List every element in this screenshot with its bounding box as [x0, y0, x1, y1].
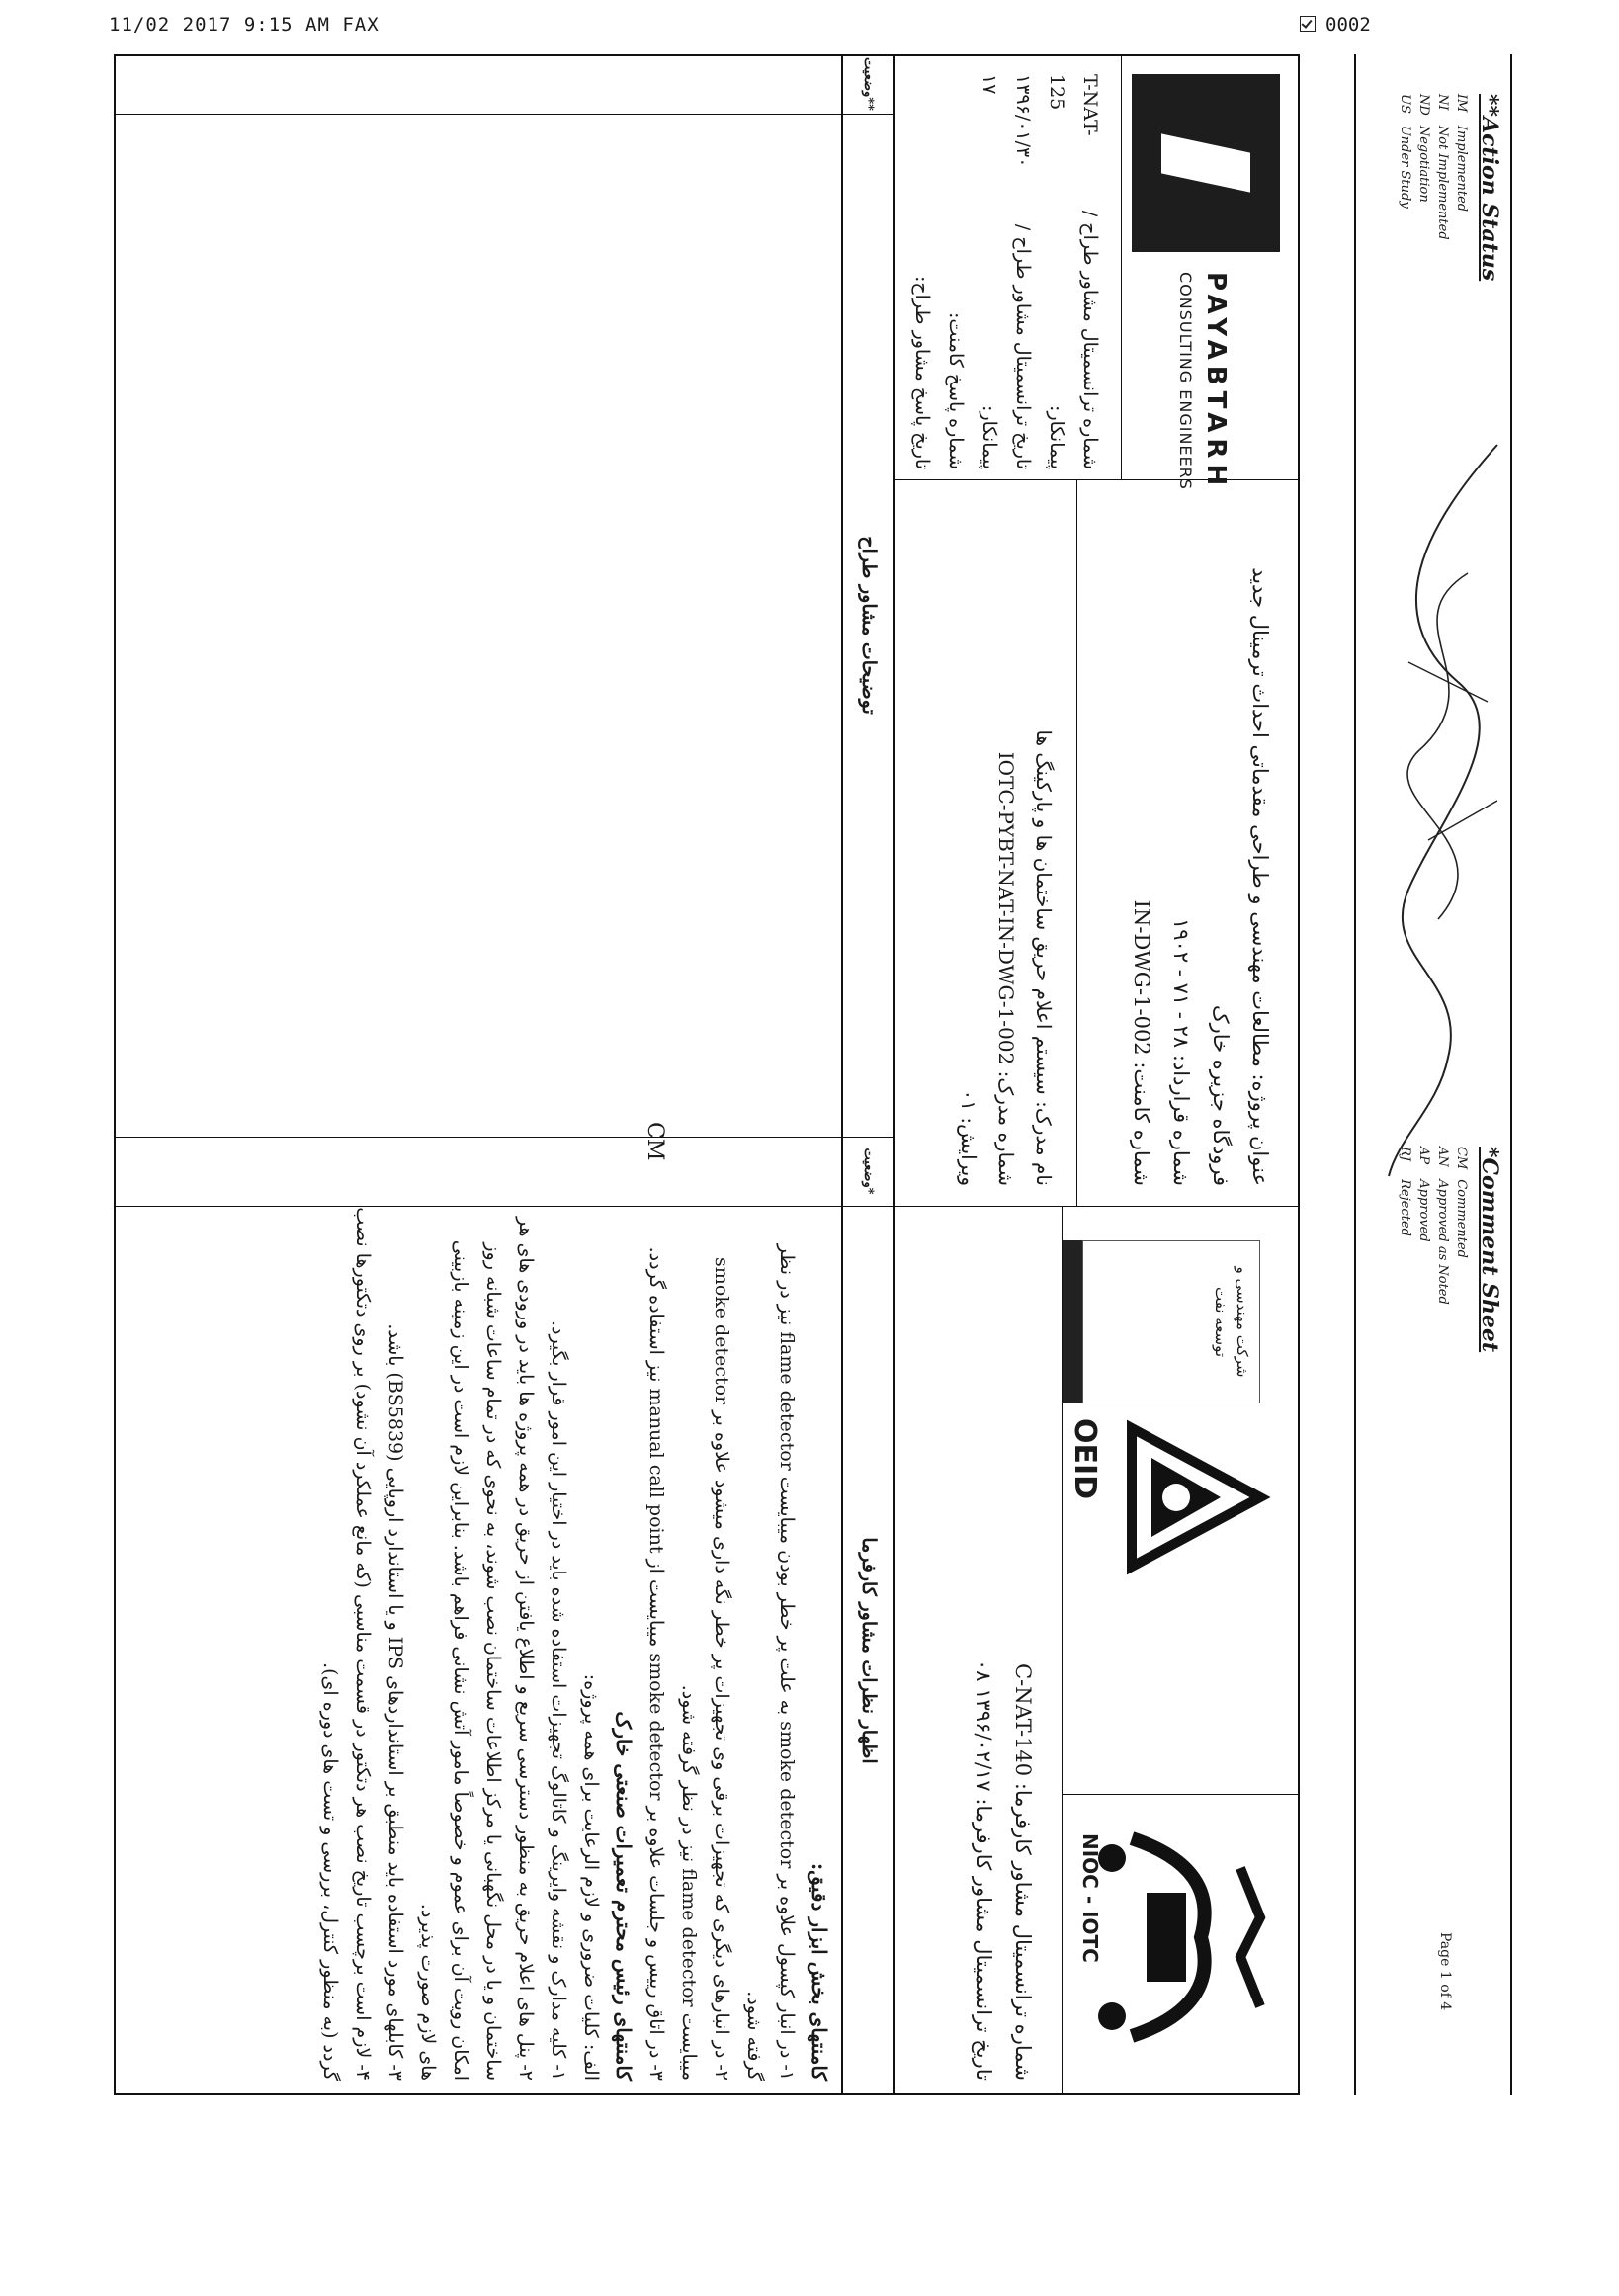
comment-item: ۳- در اتاق رییس و جلسات علاوه بر smoke detector میبایست از manual call point نیز استفاده گردد.: [645, 1246, 667, 2081]
action-code: US: [1398, 94, 1412, 114]
comment-item: ۳- کابلهای مورد استفاده باید منطبق بر استانداردهای IPS و یا استاندارد اروپایی (BS5839) باشد.: [384, 1323, 406, 2081]
header-divider: [1063, 1794, 1300, 1795]
reply-date-label: تاریخ پاسخ مشاور طراح:: [911, 275, 933, 469]
consultant-transmittal-info: [905, 74, 1107, 469]
owner-consultant-transmittal: [964, 1270, 1043, 2081]
action-code: IM: [1454, 94, 1469, 113]
comment-item: ۲- پنل های اعلام حریق به منظور دسترسی سریع و اطلاع یافتن از حریق در همه پروژه ها باید در ورودی های هر ساختمان و یا در محل نگهبانی یا مرکز اطلاعات ساختمان نصب شوند، به نحوی که در تمام ساعات شبانه روز امکان رویت آن برای عموم و خصوصاً مامور آتش نشانی فراهم باشد. بنابراین لازم است در این زمینه بازبینی های لازم صورت پذیرد.: [417, 1217, 537, 2081]
project-info: [1122, 494, 1280, 1186]
revision-label: ویرایش:: [957, 1117, 980, 1186]
action-label: Negotiation: [1416, 125, 1431, 203]
comment-code: RJ: [1398, 1147, 1412, 1161]
fax-page-label: 0002: [1325, 14, 1371, 36]
status-code: CM: [642, 1122, 667, 1161]
comment-item: ۴- لازم است برچسب تاریخ نصب هر دتکتور در قسمت مناسبی (که مانع عملکرد آن نشود) بر روی دتکتورها نصب گردد (به منظور کنترل، بررسی و تست های دوره ای).: [319, 1207, 374, 2081]
comment-label: Rejected: [1398, 1179, 1412, 1236]
signature-icon: [1349, 425, 1557, 1196]
comments-section-instrumentation: کامنتهای بخش ابزار دقیق:: [808, 1862, 831, 2081]
comment-item: ۱- در انبار کپسول علاوه بر smoke detector به علت پر خطر بودن میبایست flame detector نیز در نظر گرفته شود.: [743, 1243, 798, 2081]
project-title-label: عنوان پروژه:: [1248, 1073, 1272, 1186]
action-label: Not Implemented: [1435, 125, 1450, 240]
comment-no-label: شماره کامنت:: [1130, 1062, 1153, 1186]
oc-transmittal-no: C-NAT-140: [1011, 1663, 1035, 1777]
doc-no: IOTC-PYBT-NAT-IN-DWG-1-002: [994, 751, 1018, 1065]
comment-sheet-legend: [1398, 1147, 1502, 1522]
page-of: Page 1 of 4: [1437, 1932, 1453, 2011]
action-status-title: **Action Status: [1477, 94, 1502, 282]
header-divider: [895, 1206, 1300, 1207]
action-code: NI: [1435, 94, 1450, 111]
comment-sheet-title: *Comment Sheet: [1477, 1147, 1502, 1353]
comments-section-maintenance: کامنتهای رئیس محترم تعمیرات صنعتی خارک: [612, 1711, 636, 2081]
action-code: ND: [1416, 94, 1431, 116]
header-divider: [895, 479, 1300, 480]
comment-code: CM: [1454, 1147, 1469, 1170]
oc-transmittal-date: ۱۳۹۶/۰۲/۱۷ ۰۸: [972, 1658, 995, 1792]
oc-transmittal-no-label: شماره ترانسمیتال مشاور کارفرما:: [1011, 1782, 1035, 2081]
transmittal-no-label: شماره ترانسمیتال مشاور طراح / پیمانکار:: [1046, 210, 1101, 469]
column-divider: [114, 114, 895, 115]
transmittal-no-value: T-NAT-125: [1046, 74, 1101, 136]
comment-label: Commented: [1454, 1179, 1469, 1258]
contract-no: ۱۹۰۲ - ۷۱ - ۲۸: [1169, 918, 1193, 1049]
payabtarh-logo: [1132, 74, 1280, 252]
action-label: Implemented: [1454, 125, 1469, 213]
comment-code: AN: [1435, 1147, 1450, 1167]
designer-remarks-header: توضیحات مشاور طراح: [841, 114, 895, 1137]
doc-no-label: شماره مدرک:: [994, 1070, 1018, 1186]
document-header: [893, 54, 1300, 2095]
comment-no: IN-DWG-1-002: [1130, 899, 1153, 1056]
header-divider: [1121, 54, 1122, 479]
oc-transmittal-date-label: تاریخ ترانسمیتال مشاور کارفرما:: [972, 1798, 995, 2081]
action-status-legend: [1398, 94, 1502, 469]
contract-no-label: شماره قرارداد:: [1169, 1054, 1193, 1186]
comment-item: ۲- در انبارهای دیگری که تجهیزات برقی وی تجهیزات پر خطر نگه داری میشود علاوه بر smoke detector میبایست flame detector نیز در نظر گرفته شود.: [678, 1257, 732, 2081]
comment-sheet-document: [114, 54, 1300, 2095]
comment-item: ۱- کلیه مدارک و نقشه وایرینگ و کاتالوگ تجهیزات استفاده شده باید در اختیار این امور قرار بگیرد.: [548, 1319, 569, 2081]
fax-page-number: [1300, 14, 1371, 36]
doc-name: سیستم اعلام حریق ساختمان ها و پارکینگ ها: [1032, 729, 1056, 1095]
comment-label: Approved as Noted: [1435, 1179, 1450, 1305]
action-label: Under Study: [1398, 125, 1412, 209]
status-right-header: وضعیت*: [841, 1137, 895, 1206]
fax-header-datetime: 11/02 2017 9:15 AM FAX: [109, 14, 380, 36]
oeid-org-text: شرکت مهندسی و توسعه نفت: [1082, 1240, 1260, 1403]
reply-no-label: شماره پاسخ کامنت:: [945, 312, 967, 469]
document-info: [950, 494, 1063, 1186]
consultant-comments-header: اظهار نظرات مشاور کارفرما: [841, 1206, 895, 2095]
doc-name-label: نام مدرک:: [1032, 1101, 1056, 1186]
comment-code: AP: [1416, 1147, 1431, 1165]
header-divider: [1076, 479, 1077, 1206]
transmittal-date-label: تاریخ ترانسمیتال مشاور طراح / پیمانکار:: [979, 223, 1034, 469]
comment-label: Approved: [1416, 1179, 1431, 1242]
project-title: مطالعات مهندسی و طراحی مقدماتی احداث ترمینال جدید فرودگاه جزیره خارک: [1209, 567, 1272, 1186]
checkbox-icon: [1300, 16, 1316, 32]
comment-item: الف: کلیات ضروری و لازم الرعایت برای همه پروژه:: [580, 1673, 602, 2081]
status-left-header: وضعیت**: [841, 54, 895, 114]
revision: ۰۱: [957, 1089, 980, 1112]
oeid-abbr: OEID: [1067, 1418, 1102, 1500]
column-divider: [114, 1137, 895, 1138]
oeid-bar: [1063, 1240, 1082, 1403]
transmittal-date-value: ۱۳۹۶/۰۱/۳۰ ۱۷: [979, 74, 1034, 168]
consultant-comments-body: [124, 1206, 835, 2081]
payabtarh-name: PAYABTARH: [1201, 272, 1231, 492]
nioc-abbr: NIOC - IOTC: [1078, 1833, 1102, 1963]
payabtarh-subtitle: CONSULTING ENGINEERS: [1176, 272, 1195, 490]
